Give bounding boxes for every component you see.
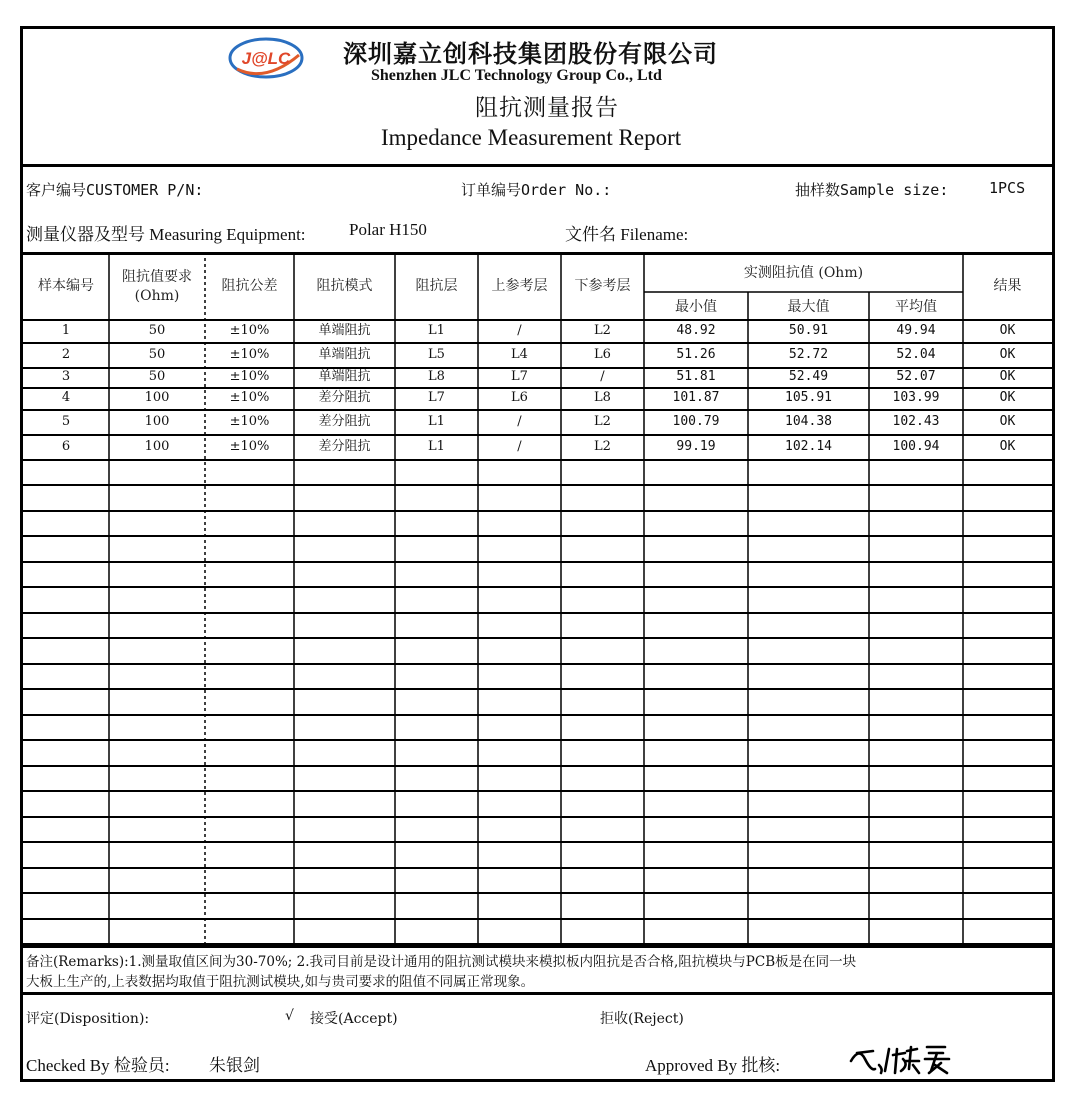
- report-page: [20, 26, 1055, 1082]
- cell-tol: ±10%: [229, 369, 270, 384]
- cell-max: 52.49: [788, 369, 829, 384]
- cell-result: OK: [999, 322, 1016, 338]
- th-sample-no: 样本编号: [38, 278, 94, 294]
- cell-no: 2: [61, 346, 71, 362]
- cell-upper: L7: [511, 369, 528, 384]
- cell-max: 104.38: [785, 413, 832, 429]
- th-mode: 阻抗模式: [316, 278, 373, 294]
- th-layer: 阻抗层: [415, 278, 458, 294]
- th-min: 最小值: [675, 299, 717, 315]
- cell-tol: ±10%: [229, 413, 270, 429]
- impedance-table: [23, 252, 1052, 945]
- cell-req: 100: [144, 413, 170, 429]
- th-imp-req: 阻抗值要求: [122, 269, 192, 285]
- th-result: 结果: [993, 278, 1022, 294]
- cell-layer: L1: [428, 413, 445, 429]
- cell-max: 105.91: [785, 390, 832, 405]
- cell-min: 99.19: [676, 438, 716, 454]
- cell-req: 50: [148, 322, 166, 338]
- filename-label: 文件名 Filename:: [565, 225, 689, 244]
- remarks-line-1: 备注(Remarks):1.测量取值区间为30-70%; 2.我司目前是设计通用的阻抗测试模块来模拟板内阻抗是否合格,阻抗模块与PCB板是在同一块: [26, 954, 857, 970]
- company-name-cn: 深圳嘉立创科技集团股份有限公司: [343, 39, 718, 68]
- th-tolerance: 阻抗公差: [221, 278, 278, 294]
- cell-layer: L1: [428, 438, 445, 454]
- cell-min: 48.92: [676, 322, 716, 338]
- cell-avg: 49.94: [896, 322, 936, 338]
- cell-min: 101.87: [672, 390, 720, 405]
- sample-size-value: 1PCS: [989, 179, 1026, 197]
- th-upper-ref: 上参考层: [491, 278, 548, 294]
- cell-req: 100: [144, 390, 170, 405]
- cell-min: 100.79: [672, 413, 720, 429]
- equipment-value: Polar H150: [349, 220, 427, 239]
- remarks-line-2: 大板上生产的,上表数据均取值于阻抗测试模块,如与贵司要求的阻值不同属正常现象。: [26, 974, 535, 990]
- cell-tol: ±10%: [229, 390, 270, 405]
- report-title-en: Impedance Measurement Report: [381, 125, 682, 150]
- cell-result: OK: [999, 438, 1016, 454]
- cell-upper: L6: [511, 390, 528, 405]
- cell-mode: 差分阻抗: [318, 390, 371, 405]
- cell-result: OK: [999, 413, 1016, 429]
- checked-by-label: Checked By 检验员:: [26, 1056, 170, 1075]
- cell-avg: 52.07: [896, 369, 936, 384]
- accept-option[interactable]: 接受(Accept): [310, 1011, 398, 1027]
- cell-req: 100: [144, 438, 170, 454]
- cell-avg: 52.04: [896, 346, 936, 362]
- cell-min: 51.81: [676, 369, 716, 384]
- info-section: [23, 164, 1052, 255]
- cell-lower: L2: [594, 438, 611, 454]
- cell-result: OK: [999, 369, 1016, 384]
- th-max: 最大值: [787, 299, 830, 315]
- cell-upper: /: [517, 322, 522, 338]
- cell-lower: /: [600, 369, 605, 384]
- cell-no: 1: [61, 322, 71, 338]
- cell-mode: 差分阻抗: [318, 438, 371, 454]
- cell-tol: ±10%: [229, 346, 270, 362]
- cell-max: 52.72: [788, 346, 829, 362]
- footer: [23, 995, 1052, 1085]
- approved-by-label: Approved By 批核:: [645, 1056, 781, 1075]
- cell-lower: L2: [594, 322, 611, 338]
- cell-layer: L5: [428, 346, 445, 362]
- reject-option[interactable]: 拒收(Reject): [600, 1011, 684, 1027]
- cell-no: 3: [61, 369, 71, 384]
- cell-lower: L8: [594, 390, 611, 405]
- cell-no: 6: [61, 438, 71, 454]
- logo-text: J@LC: [241, 49, 291, 68]
- cell-result: OK: [999, 346, 1016, 362]
- th-avg: 平均值: [895, 299, 937, 315]
- cell-tol: ±10%: [229, 438, 270, 454]
- cell-avg: 100.94: [892, 438, 940, 454]
- cell-layer: L8: [428, 369, 445, 384]
- sample-size-label: 抽样数Sample size:: [795, 181, 949, 199]
- remarks: [23, 945, 1052, 995]
- th-lower-ref: 下参考层: [574, 278, 631, 294]
- cell-no: 4: [61, 390, 71, 405]
- report-header: [23, 29, 1052, 167]
- cell-layer: L7: [428, 390, 445, 405]
- company-name-en: Shenzhen JLC Technology Group Co., Ltd: [371, 67, 662, 84]
- cell-avg: 102.43: [892, 413, 940, 429]
- cell-mode: 单端阻抗: [318, 346, 371, 362]
- cell-no: 5: [61, 413, 71, 429]
- th-measured: 实测阻抗值 (Ohm): [743, 265, 864, 281]
- jlc-logo: [225, 35, 307, 81]
- cell-req: 50: [148, 369, 166, 384]
- cell-mode: 差分阻抗: [318, 413, 371, 429]
- order-label: 订单编号Order No.:: [461, 181, 612, 199]
- disposition-label: 评定(Disposition):: [26, 1011, 150, 1027]
- cell-max: 102.14: [785, 438, 832, 454]
- report-title-cn: 阻抗测量报告: [475, 95, 619, 121]
- cell-mode: 单端阻抗: [318, 369, 371, 384]
- cell-mode: 单端阻抗: [318, 322, 371, 338]
- cell-upper: /: [517, 413, 522, 429]
- cell-lower: L2: [594, 413, 611, 429]
- approver-signature: [845, 1039, 955, 1083]
- cell-result: OK: [999, 390, 1016, 405]
- cell-lower: L6: [594, 346, 611, 362]
- cell-layer: L1: [428, 322, 445, 338]
- cell-req: 50: [148, 346, 166, 362]
- cell-min: 51.26: [676, 346, 716, 362]
- accept-checkmark: √: [285, 1008, 294, 1024]
- cell-tol: ±10%: [229, 322, 270, 338]
- cell-upper: /: [517, 438, 522, 454]
- customer-label: 客户编号CUSTOMER P/N:: [26, 181, 204, 199]
- checked-by-name: 朱银剑: [209, 1056, 260, 1075]
- cell-avg: 103.99: [892, 390, 940, 405]
- equipment-label: 测量仪器及型号 Measuring Equipment:: [26, 225, 306, 244]
- cell-upper: L4: [511, 346, 528, 362]
- th-imp-req-unit: (Ohm): [134, 288, 180, 304]
- cell-max: 50.91: [788, 322, 829, 338]
